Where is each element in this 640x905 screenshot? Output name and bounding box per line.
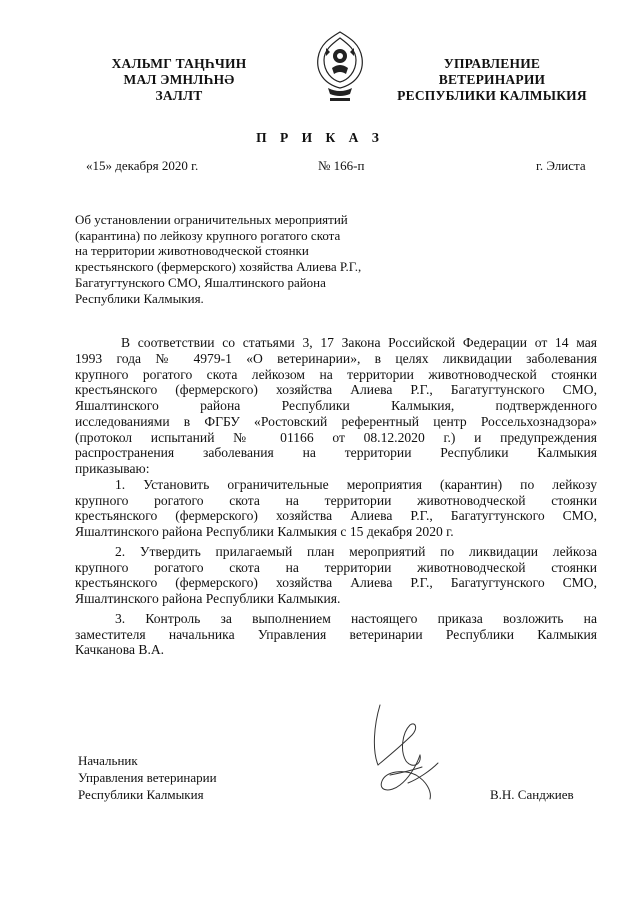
preamble-line: приказываю: — [75, 461, 150, 476]
position-line: Начальник — [78, 753, 138, 768]
preamble-line: Яшалтинского района Республики Калмыкия, подтвержденного — [75, 398, 597, 413]
header-russian-line: УПРАВЛЕНИЕ — [443, 56, 541, 71]
item-1-line: 1. Установить ограничительные мероприятия (карантин) по лейкозу — [115, 476, 597, 492]
header-kalmyk — [104, 56, 254, 104]
order-city: г. Элиста — [536, 158, 586, 173]
subject-line: Республики Калмыкия. — [75, 290, 204, 306]
preamble-line: крестьянского (фермерского) хозяйства Алиева Р.Г., Багатугтунского СМО, — [75, 382, 597, 398]
item-3-line: заместителя начальника Управления ветеринарии Республики Калмыкия — [75, 626, 597, 642]
preamble-line: исследованиями в ФГБУ «Ростовский референтный центр Россельхознадзора» — [75, 413, 597, 429]
item-1-line: Яшалтинского района Республики Калмыкия с 15 декабря 2020 г. — [75, 524, 454, 539]
preamble-line: распространения заболевания на территории Республики Калмыкия — [75, 445, 597, 461]
handwritten-signature — [360, 695, 455, 810]
preamble-line: 1993 года № 4979-1 «О ветеринарии», в целях ликвидации заболевания — [75, 350, 597, 366]
subject-line: Об установлении ограничительных мероприятий — [75, 212, 348, 227]
emblem-icon — [310, 28, 370, 118]
item-3-line: 3. Контроль за выполнением настоящего приказа возложить на — [115, 610, 597, 626]
item-2-line: 2. Утвердить прилагаемый план мероприятий по ликвидации лейкоза — [115, 543, 597, 559]
header-kalmyk-line: МАЛ ЭМНЛҺНӘ — [123, 72, 235, 87]
position-line: Республики Калмыкия — [78, 787, 204, 802]
item-3-line: Качканова В.А. — [75, 642, 165, 658]
header-kalmyk-line: ЗАЛЛТ — [155, 88, 203, 103]
preamble-line: крупного рогатого скота лейкозом на территории животноводческой стоянки — [75, 366, 597, 382]
order-number: № 166-п — [318, 158, 365, 173]
item-1-line: крестьянского (фермерского) хозяйства Алиева Р.Г., Багатугтунского СМО, — [75, 508, 597, 524]
subject-line: Багатугтунского СМО, Яшалтинского района — [75, 274, 326, 290]
subject-line: на территории животноводческой стоянки — [75, 243, 309, 259]
item-2-line: крупного рогатого скота на территории животноводческой стоянки — [75, 559, 597, 575]
preamble-line: (протокол испытаний № 01166 от 08.12.2020 г.) и предупреждения — [75, 429, 597, 445]
preamble-line: В соответствии со статьями 3, 17 Закона Российской Федерации от 14 мая — [121, 335, 597, 350]
item-2-line: крестьянского (фермерского) хозяйства Алиева Р.Г., Багатугтунского СМО, — [75, 575, 597, 591]
header-kalmyk-line: ХАЛЬМГ ТАҢҺЧИН — [111, 56, 247, 71]
subject-line: крестьянского (фермерского) хозяйства Алиева Р.Г., — [75, 259, 362, 275]
signatory-name: В.Н. Санджиев — [490, 787, 574, 802]
signatory-position — [78, 752, 217, 803]
item-2-line: Яшалтинского района Республики Калмыкия. — [75, 591, 341, 606]
header-russian-line: РЕСПУБЛИКИ КАЛМЫКИЯ — [397, 88, 587, 103]
header-russian — [392, 56, 592, 104]
header-russian-line: ВЕТЕРИНАРИИ — [438, 72, 546, 87]
order-date: «15» декабря 2020 г. — [86, 158, 199, 173]
order-body — [75, 335, 597, 658]
item-1-line: крупного рогатого скота на территории животноводческой стоянки — [75, 492, 597, 508]
position-line: Управления ветеринарии — [78, 770, 217, 785]
subject-line: (карантина) по лейкозу крупного рогатого скота — [75, 227, 341, 243]
order-title: П Р И К А З — [256, 130, 384, 145]
order-subject — [75, 212, 435, 306]
